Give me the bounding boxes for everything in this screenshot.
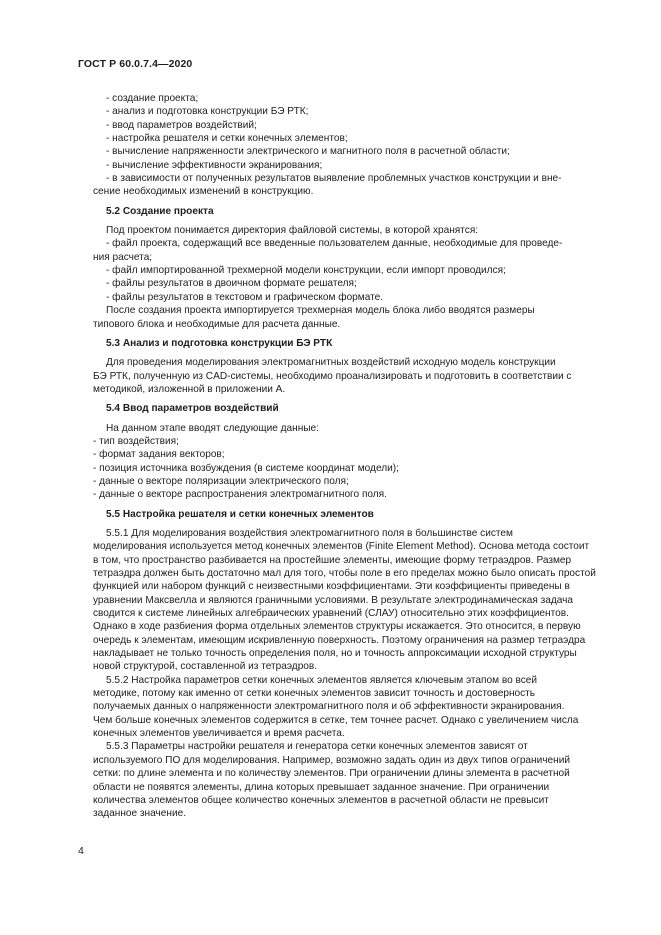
list-item: - вычисление эффективности экранирования;	[106, 159, 323, 171]
page-content	[93, 92, 614, 821]
list-item: - ввод параметров воздействий;	[106, 119, 257, 131]
list-item: - позиция источника возбуждения (в системе координат модели);	[93, 462, 399, 474]
paragraph-line: 5.5.2 Настройка параметров сетки конечных элементов является ключевым этапом во всей	[106, 674, 538, 686]
paragraph-line: сетки: по длине элемента и по количеству элементов. При ограничении длины элемента в расчетной	[93, 768, 570, 780]
section-heading-5-4: 5.4 Ввод параметров воздействий	[106, 403, 279, 415]
paragraph-line: получаемых данных о напряженности электромагнитного поля и об эффективности экранирования.	[93, 701, 565, 713]
paragraph-line: 5.5.1 Для моделирования воздействия электромагнитного поля в большинстве систем	[106, 527, 513, 539]
paragraph-line: заданное значение.	[93, 808, 187, 820]
list-item: - файл проекта, содержащий все введенные пользователем данные, необходимые для проведе-	[106, 238, 563, 250]
paragraph-line: моделирования используется метод конечных элементов (Finite Element Method). Основа метода состоит	[93, 541, 590, 553]
paragraph-line: Однако в ходе разбиения форма отдельных элементов структуры искажается. Это относится, в первую	[93, 621, 581, 633]
list-item: - файлы результатов в текстовом и графическом формате.	[106, 291, 384, 303]
list-item: - файл импортированной трехмерной модели конструкции, если импорт проводился;	[106, 265, 506, 277]
list-item-continuation: ния расчета;	[93, 251, 153, 263]
section-heading-5-5: 5.5 Настройка решателя и сетки конечных элементов	[106, 508, 374, 520]
paragraph-line: Чем больше конечных элементов содержится в сетке, тем точнее расчет. Однако с увеличением числа	[93, 714, 579, 726]
paragraph-line: функцией или набором функций с неизвестными коэффициентами. Эти коэффициенты приведены в	[93, 581, 570, 593]
list-item: - вычисление напряженности электрического и магнитного поля в расчетной области;	[106, 146, 510, 158]
paragraph-line: сводится к системе линейных алгебраических уравнений (СЛАУ) относительно этих коэффициентов.	[93, 608, 569, 620]
section-heading-5-3: 5.3 Анализ и подготовка конструкции БЭ РТК	[106, 337, 333, 349]
paragraph: На данном этапе вводят следующие данные:	[106, 422, 319, 434]
document-header: ГОСТ Р 60.0.7.4—2020	[78, 58, 193, 70]
list-item: - настройка решателя и сетки конечных элементов;	[106, 133, 348, 145]
paragraph: После создания проекта импортируется трехмерная модель блока либо вводятся размеры	[106, 305, 535, 317]
paragraph-line: новой структурой, составленной из тетраэдров.	[93, 661, 318, 673]
paragraph-line: количества элементов общее количество конечных элементов в расчетной области не превысит	[93, 794, 549, 806]
list-item: - тип воздействия;	[93, 435, 179, 447]
paragraph-line: используемого ПО для моделирования. Например, возможно задать один из двух типов ограничений	[93, 754, 570, 766]
list-item: - в зависимости от полученных результатов выявление проблемных участков конструкции и вне-	[106, 173, 562, 185]
paragraph: Для проведения моделирования электромагнитных воздействий исходную модель конструкции	[106, 357, 556, 369]
paragraph-line: тетраэдра должен быть достаточно мал для того, чтобы поле в его пределах можно было описать простой	[93, 568, 596, 579]
paragraph-line: накладывает не только точность определения поля, но и точность аппроксимации исходной структуры	[93, 648, 577, 660]
paragraph-continuation: типового блока и необходимые для расчета данные.	[93, 318, 341, 330]
page-number: 4	[78, 845, 84, 857]
paragraph-continuation: БЭ РТК, полученную из CAD-системы, необходимо проанализировать и подготовить в соответствии с	[93, 370, 572, 382]
paragraph-continuation: методикой, изложенной в приложении А.	[93, 383, 286, 395]
paragraph-line: конечных элементов увеличивается и время расчета.	[93, 728, 345, 740]
list-item: - анализ и подготовка конструкции БЭ РТК;	[106, 106, 309, 118]
list-item: - данные о векторе поляризации электрического поля;	[93, 475, 349, 487]
paragraph-line: методике, потому как именно от сетки конечных элементов зависит точность и достоверность	[93, 688, 536, 700]
section-heading-5-2: 5.2 Создание проекта	[106, 205, 214, 217]
list-item: - файлы результатов в двоичном формате решателя;	[106, 278, 357, 290]
paragraph-line: уравнении Максвелла и являются граничными условиями. В результате электродинамическая задача	[93, 594, 574, 606]
paragraph-line: области не появятся элементы, длина которых превышает заданное значение. При ограничении	[93, 781, 550, 793]
paragraph-line: 5.5.3 Параметры настройки решателя и генератора сетки конечных элементов зависят от	[106, 741, 528, 753]
list-item: - формат задания векторов;	[93, 449, 225, 461]
list-item: - данные о векторе распространения электромагнитного поля.	[93, 489, 387, 501]
paragraph-line: в том, что пространство разбивается на простейшие элементы, имеющие форму тетраэдров. Размер	[93, 554, 572, 566]
paragraph-line: очередь к элементам, имеющим искривленную поверхность. Поэтому ограничения на размер тетраэдра	[93, 634, 586, 646]
list-item-continuation: сение необходимых изменений в конструкцию.	[93, 186, 314, 198]
paragraph: Под проектом понимается директория файловой системы, в которой хранятся:	[106, 225, 479, 237]
list-item: - создание проекта;	[106, 93, 199, 104]
